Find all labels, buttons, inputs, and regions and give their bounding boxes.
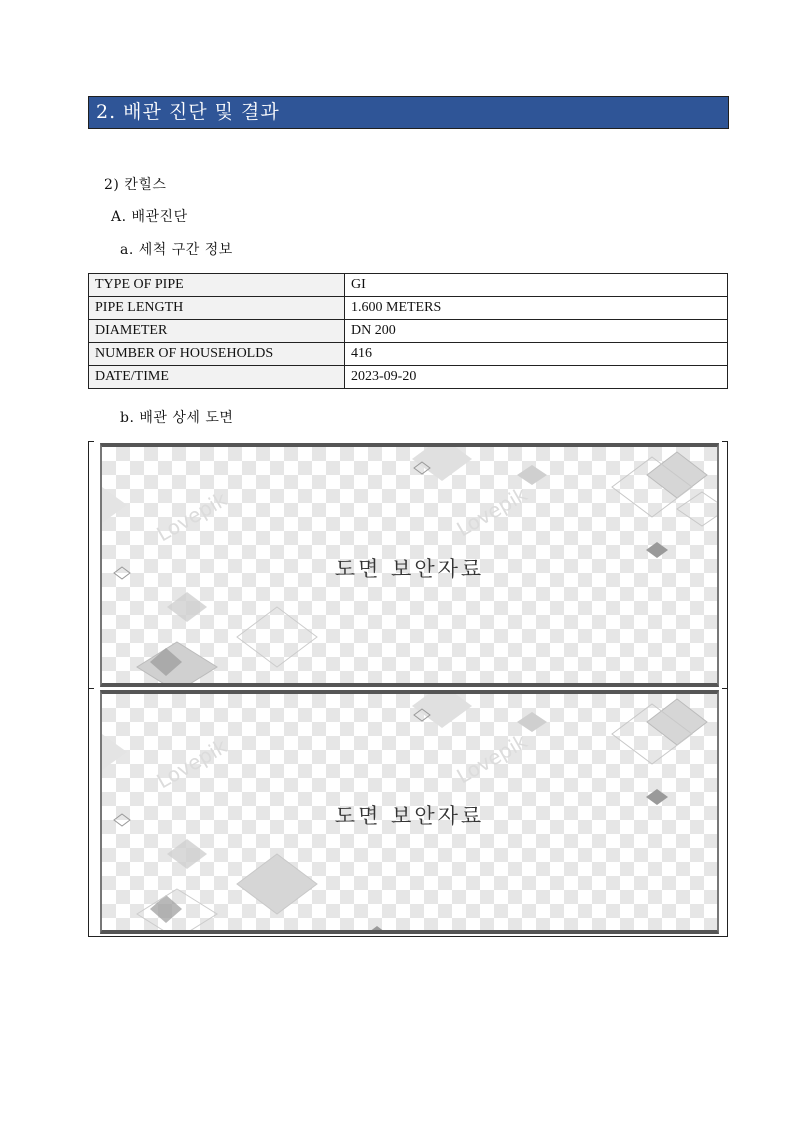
row-label: PIPE LENGTH xyxy=(89,297,345,320)
row-value: DN 200 xyxy=(345,320,728,343)
svg-text:Lovepik: Lovepik xyxy=(452,729,532,789)
svg-text:Lovepik: Lovepik xyxy=(152,487,232,547)
drawing-heading: b. 배관 상세 도면 xyxy=(120,410,234,426)
svg-text:Lovepik: Lovepik xyxy=(152,734,232,794)
section-title: 2. 배관 진단 및 결과 xyxy=(88,96,729,129)
table-row xyxy=(89,274,728,297)
frame-corner xyxy=(88,441,94,442)
security-notice: 도면 보안자료 xyxy=(334,557,485,581)
row-value: 2023-09-20 xyxy=(345,366,728,389)
info-heading: a. 세척 구간 정보 xyxy=(120,242,233,258)
table-row xyxy=(89,343,728,366)
drawing-placeholder xyxy=(100,443,719,687)
pipe-info-table xyxy=(88,273,728,389)
row-value: 1.600 METERS xyxy=(345,297,728,320)
drawing-placeholder xyxy=(100,690,719,934)
svg-text:Lovepik: Lovepik xyxy=(452,482,532,542)
frame-corner xyxy=(722,441,728,442)
row-value: 416 xyxy=(345,343,728,366)
row-label: TYPE OF PIPE xyxy=(89,274,345,297)
table-row xyxy=(89,320,728,343)
table-row xyxy=(89,366,728,389)
subsection-heading: 2) 칸힐스 xyxy=(104,177,167,193)
row-label: DATE/TIME xyxy=(89,366,345,389)
part-heading: A. 배관진단 xyxy=(111,209,188,225)
row-value: GI xyxy=(345,274,728,297)
row-label: NUMBER OF HOUSEHOLDS xyxy=(89,343,345,366)
frame-divider-tick xyxy=(88,688,94,689)
security-notice: 도면 보안자료 xyxy=(334,804,485,828)
row-label: DIAMETER xyxy=(89,320,345,343)
table-row xyxy=(89,297,728,320)
frame-divider-tick xyxy=(722,688,728,689)
